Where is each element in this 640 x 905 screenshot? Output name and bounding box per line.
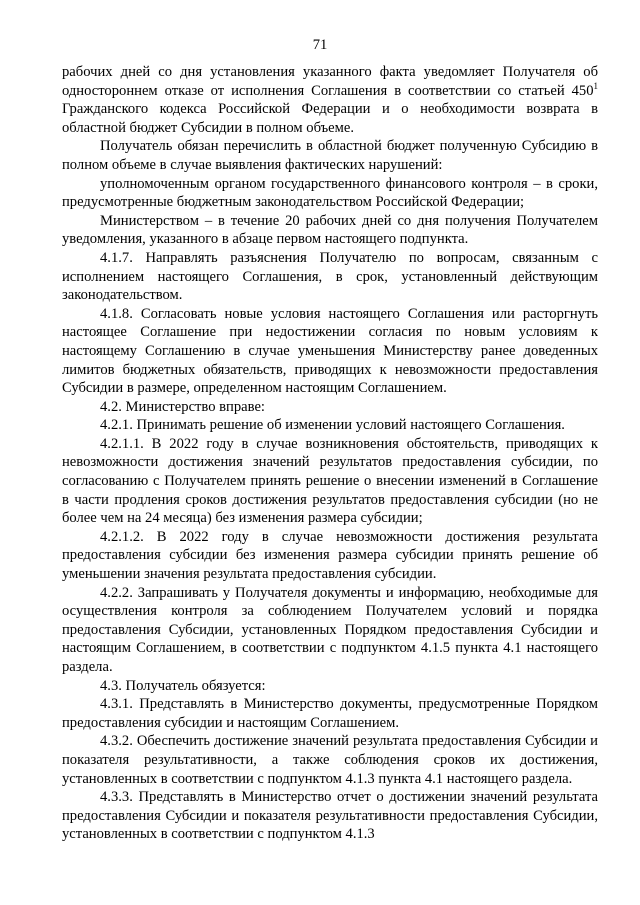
page-number: 71 <box>312 37 328 53</box>
paragraph-4-1-8: 4.1.8. Согласовать новые условия настоящего Соглашения или расторгнуть настоящее Соглашение при недостижении согласия по новым условиям к настоящему Соглашению в случае уменьшения Министерству ранее доведенных лимитов бюджетных обязательств, приводящих к невозможности предоставления Субсидии в размере, определенном настоящим Соглашением. <box>62 305 598 397</box>
paragraph-4-2: 4.2. Министерство вправе: <box>100 398 265 415</box>
paragraph-text: рабочих дней со дня установления указанного факта уведомляет Получателя об одностороннем отказе от исполнения Соглашения в соответствии со статьей 450 <box>62 64 598 99</box>
paragraph: уполномоченным органом государственного финансового контроля – в сроки, предусмотренные бюджетным законодательством Российской Федерации; <box>62 175 598 211</box>
paragraph-text: Гражданского кодекса Российской Федерации и о необходимости возврата в областной бюджет Субсидии в полном объеме. <box>62 101 598 136</box>
paragraph: Получатель обязан перечислить в областной бюджет полученную Субсидию в полном объеме в случае выявления фактических нарушений: <box>62 138 598 173</box>
paragraph: Министерством – в течение 20 рабочих дней со дня получения Получателем уведомления, указанного в абзаце первом настоящего подпункта. <box>62 212 598 248</box>
paragraph-4-3-3: 4.3.3. Представлять в Министерство отчет о достижении значений результата предоставления Субсидии и показателя результативности предоставления Субсидии, установленных в соответствии с подпунктом 4.1.3 <box>62 789 598 843</box>
footnote-superscript: 1 <box>593 80 598 91</box>
paragraph-4-2-1-2: 4.2.1.2. В 2022 году в случае невозможности достижения результата предоставления субсидии без изменения размера субсидии принять решение об уменьшении значения результата предоставления субсидии. <box>62 528 598 583</box>
paragraph-4-2-1: 4.2.1. Принимать решение об изменении условий настоящего Соглашения. <box>100 417 565 434</box>
paragraph-4-1-7: 4.1.7. Направлять разъяснения Получателю по вопросам, связанным с исполнением настоящего Соглашения, в срок, установленный действующим законодательством. <box>62 249 598 304</box>
paragraph-4-2-1-1: 4.2.1.1. В 2022 году в случае возникновения обстоятельств, приводящих к невозможности достижения значений результатов предоставления субсидии, по согласованию с Получателем принять решение о внесении изменений в Соглашение в части продления сроков достижения результатов предоставления субсидии (но не более чем на 24 месяца) без изменения размера субсидии; <box>62 435 598 527</box>
paragraph-4-3-1: 4.3.1. Представлять в Министерство документы, предусмотренные Порядком предоставления субсидии и настоящим Соглашением. <box>62 696 598 731</box>
paragraph-4-3-2: 4.3.2. Обеспечить достижение значений результата предоставления Субсидии и показателя результативности, а также соблюдения сроков их достижения, установленных в соответствии с подпунктом 4.1.3 пункта 4.1 настоящего раздела. <box>62 733 598 787</box>
paragraph-4-3: 4.3. Получатель обязуется: <box>100 677 266 694</box>
paragraph-continuation <box>62 63 598 137</box>
document-body <box>62 63 598 844</box>
paragraph-4-2-2: 4.2.2. Запрашивать у Получателя документы и информацию, необходимые для осуществления контроля за соблюдением Получателем условий и порядка предоставления Субсидии, установленных Порядком предоставления Субсидии и настоящим Соглашением, в соответствии с подпунктом 4.1.5 пункта 4.1 настоящего раздела. <box>62 584 598 675</box>
